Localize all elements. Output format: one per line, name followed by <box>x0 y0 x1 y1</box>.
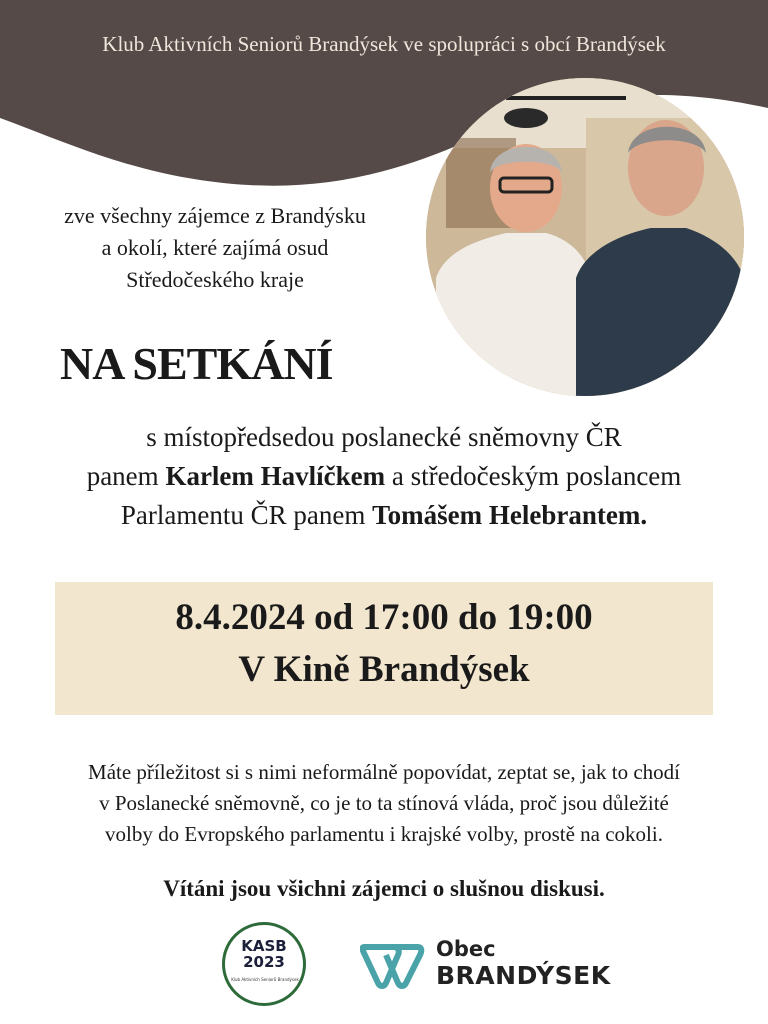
headline: NA SETKÁNÍ <box>60 338 333 389</box>
guests-text-part: a středočeským poslancem <box>385 461 682 491</box>
intro-line: zve všechny zájemce z Brandýsku <box>64 203 366 228</box>
intro-line: a okolí, které zajímá osud <box>101 235 329 260</box>
kasb-logo-line1: KASB <box>241 937 287 955</box>
event-datetime: 8.4.2024 od 17:00 do 19:00 <box>175 597 593 638</box>
guests-line-2 <box>20 457 748 496</box>
obec-logo-bottom: BRANDÝSEK <box>436 961 611 990</box>
description-line: Máte příležitost si s nimi neformálně popovídat, zeptat se, jak to chodí <box>88 760 680 784</box>
guests-text <box>20 418 748 535</box>
intro-line: Středočeského kraje <box>126 267 304 292</box>
guests-photo <box>426 78 744 396</box>
obec-brandysek-logo <box>360 935 620 995</box>
guest-name-havlicek: Karlem Havlíčkem <box>165 461 386 491</box>
guests-line-1: s místopředsedou poslanecké sněmovny ČR <box>146 422 622 452</box>
guests-line-3 <box>20 496 748 535</box>
description-line: v Poslanecké sněmovně, co je to ta stínová vláda, proč jsou důležité <box>99 791 669 815</box>
kasb-logo <box>222 922 306 1006</box>
description-text <box>20 757 748 850</box>
kasb-logo-line2: 2023 <box>243 953 285 971</box>
guests-text-part: Parlamentu ČR panem <box>120 500 373 530</box>
event-box <box>55 582 713 715</box>
guest-name-helebrant: Tomášem Helebrantem. <box>372 500 648 530</box>
intro-text <box>20 200 410 296</box>
guests-text-part: panem <box>86 461 166 491</box>
event-venue: V Kině Brandýsek <box>238 649 530 690</box>
organizer-text: Klub Aktivních Seniorů Brandýsek ve spolupráci s obcí Brandýsek <box>102 32 666 56</box>
kasb-logo-subtitle: Klub Aktivních Seniorů Brandýsek <box>231 977 299 982</box>
obec-emblem-icon <box>360 941 426 991</box>
description-line: volby do Evropského parlamentu i krajské volby, prostě na cokoli. <box>105 822 663 846</box>
obec-logo-top: Obec <box>436 937 496 961</box>
welcome-text: Vítáni jsou všichni zájemci o slušnou diskusi. <box>163 876 605 901</box>
